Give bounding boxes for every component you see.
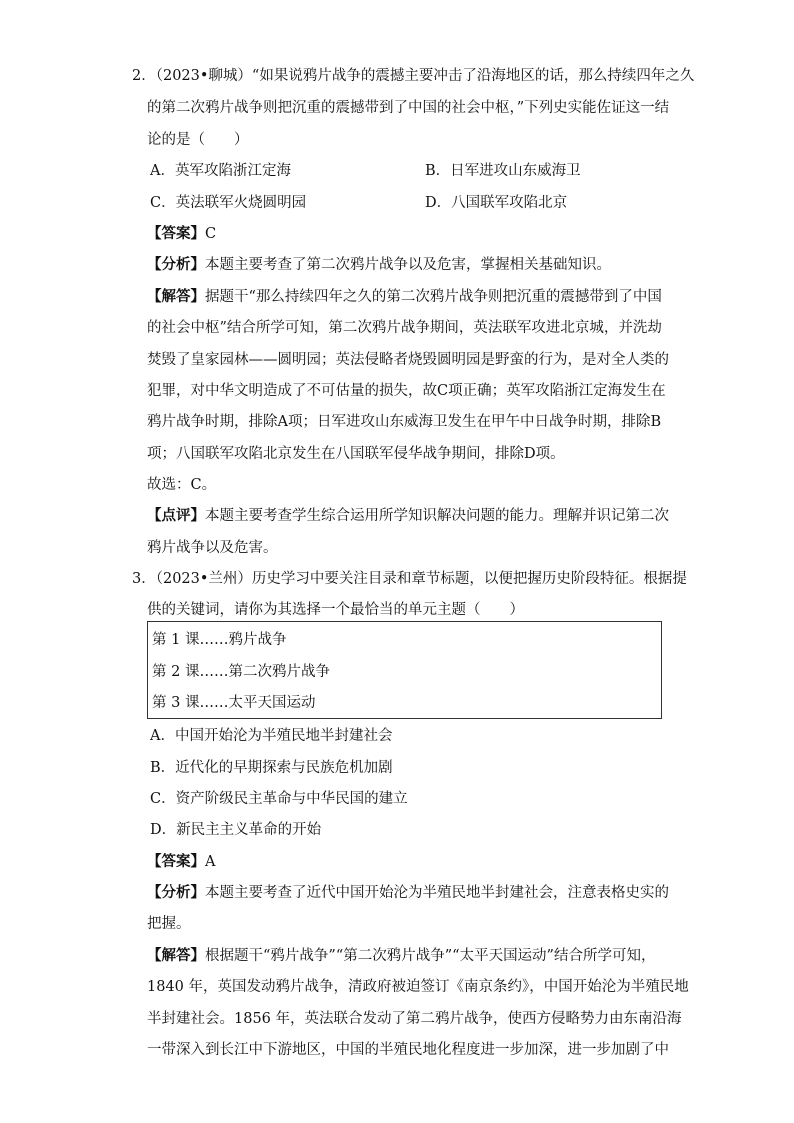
analysis-text: 本题主要考查了近代中国开始沦为半殖民地半封建社会，注意表格史实的 <box>205 885 669 901</box>
q2-stem-line: 论的是（ ） <box>147 132 249 148</box>
q2-answer <box>147 224 216 244</box>
q3-option-d: D．新民主主义革命的开始 <box>150 822 322 838</box>
q2-option-a: A．英军攻陷浙江定海 <box>150 163 291 179</box>
solution-text: 根据题干“鸦片战争”“第二次鸦片战争”“太平天国运动”结合所学可知， <box>205 948 656 964</box>
q2-comment <box>147 506 669 526</box>
q3-solution <box>147 946 655 966</box>
analysis-tag: 【分析】 <box>147 256 205 273</box>
q3-option-a: A．中国开始沦为半殖民地半封建社会 <box>150 728 393 744</box>
q2-stem-line: 的第二次鸦片战争则把沉重的震撼带到了中国的社会中枢，”下列史实能佐证这一结 <box>147 100 670 116</box>
answer-text: A <box>205 854 216 870</box>
analysis-tag: 【分析】 <box>147 884 205 901</box>
q2-solution-line: 焚毁了皇家园林——圆明园；英法侵略者烧毁圆明园是野蛮的行为，是对全人类的 <box>147 352 669 368</box>
solution-text: 据题干“那么持续四年之久的第二次鸦片战争则把沉重的震撼带到了中国 <box>205 289 662 305</box>
q3-stem-line: 3．（2023•兰州）历史学习中要关注目录和章节标题，以便把握历史阶段特征。根据提 <box>132 571 687 587</box>
q2-comment-line: 鸦片战争以及危害。 <box>147 540 278 556</box>
q2-stem-line: 2．（2023•聊城）“如果说鸦片战争的震撼主要冲击了沿海地区的话，那么持续四年之久 <box>132 68 695 84</box>
q2-solution-line: 鸦片战争时期，排除A项；日军进攻山东威海卫发生在甲午中日战争时期，排除B <box>147 414 662 430</box>
q3-stem-line: 供的关键词，请你为其选择一个最恰当的单元主题（ ） <box>147 602 524 618</box>
q2-choice: 故选：C。 <box>147 477 217 493</box>
comment-tag: 【点评】 <box>147 507 205 524</box>
q2-option-c: C．英法联军火烧圆明园 <box>150 195 307 211</box>
answer-text: C <box>205 226 217 242</box>
analysis-text: 本题主要考查了第二次鸦片战争以及危害，掌握相关基础知识。 <box>205 257 611 273</box>
q2-solution-line: 犯罪，对中华文明造成了不可估量的损失，故C项正确；英军攻陷浙江定海发生在 <box>147 383 666 399</box>
q2-analysis <box>147 255 611 275</box>
q3-option-c: C．资产阶级民主革命与中华民国的建立 <box>150 791 408 807</box>
q3-option-b: B．近代化的早期探索与民族危机加剧 <box>150 760 393 776</box>
q3-answer <box>147 852 215 872</box>
q2-solution-line: 项；八国联军攻陷北京发生在八国联军侵华战争期间，排除D项。 <box>147 446 565 462</box>
q2-option-b: B．日军进攻山东威海卫 <box>425 163 581 179</box>
solution-tag: 【解答】 <box>147 947 205 964</box>
q2-solution-line: 的社会中枢”结合所学可知，第二次鸦片战争期间，英法联军攻进北京城，并洗劫 <box>147 320 662 336</box>
q3-analysis <box>147 883 669 903</box>
lesson-row: 第 3 课……太平天国运动 <box>152 695 316 711</box>
comment-text: 本题主要考查学生综合运用所学知识解决问题的能力。理解并识记第二次 <box>205 508 669 524</box>
q2-option-d: D．八国联军攻陷北京 <box>425 195 568 211</box>
answer-tag: 【答案】 <box>147 853 205 870</box>
solution-tag: 【解答】 <box>147 288 205 305</box>
lesson-row: 第 1 课……鸦片战争 <box>152 632 287 648</box>
q3-solution-line: 1840 年，英国发动鸦片战争，清政府被迫签订《南京条约》，中国开始沦为半殖民地 <box>147 979 689 995</box>
q3-solution-line: 一带深入到长江中下游地区，中国的半殖民地化程度进一步加深，进一步加剧了中 <box>147 1042 669 1058</box>
answer-tag: 【答案】 <box>147 225 205 242</box>
lesson-row: 第 2 课……第二次鸦片战争 <box>152 664 330 680</box>
q2-solution <box>147 287 662 307</box>
q3-lesson-box <box>147 621 662 719</box>
q3-solution-line: 半封建社会。1856 年，英法联合发动了第二鸦片战争，使西方侵略势力由东南沿海 <box>147 1011 682 1027</box>
q3-analysis-line: 把握。 <box>147 916 191 932</box>
